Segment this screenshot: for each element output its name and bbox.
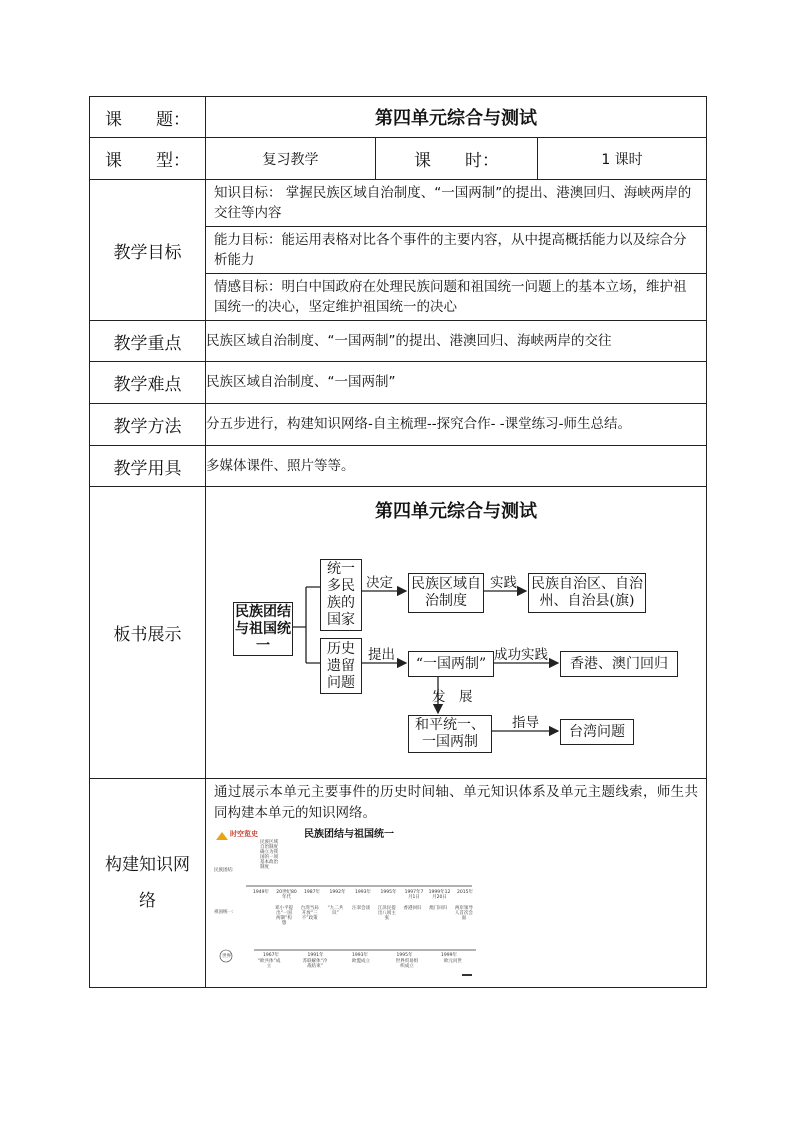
hours-label: 课 时： — [376, 138, 538, 180]
key-points-label: 教学重点 — [90, 321, 206, 362]
timeline-event: 江泽民提出八项主张 — [377, 906, 396, 921]
type-label: 课 型： — [90, 138, 206, 180]
timeline-top-note: 民族区域自治制度确立为我国的一项基本政治制度 — [260, 840, 278, 870]
edge-decide: 决定 — [366, 575, 393, 591]
topic-value: 第四单元综合与测试 — [206, 97, 707, 138]
node-taiwan: 台湾问题 — [560, 719, 634, 745]
network-label-text: 构建知识网络 — [105, 855, 190, 911]
difficulties-value: 民族区域自治制度、“一国两制” — [206, 362, 707, 404]
timeline-event: 澳门回归 — [429, 906, 448, 911]
timeline-event: 台湾当局开放“三不”政策 — [300, 906, 319, 921]
emotion-objective: 情感目标：明白中国政府在处理民族问题和祖国统一问题上的基本立场，维护祖国统一的决心，坚定维护祖国统一的决心 — [214, 279, 687, 315]
node-one-country: “一国两制” — [408, 651, 494, 677]
timeline-world-event: 世界贸易组织成立 — [395, 959, 419, 969]
timeline-world-years — [260, 953, 460, 958]
timeline-events — [274, 906, 474, 926]
timeline-year: 2015年 — [457, 890, 473, 895]
network-label — [90, 779, 206, 988]
edge-develop: 发 展 — [432, 689, 473, 705]
objectives-cell — [206, 180, 707, 321]
node-multi: 统一多民族的国家 — [320, 559, 362, 631]
node-autonomy: 民族区域自治制度 — [408, 573, 484, 613]
timeline-world-event: 欧元问世 — [444, 959, 462, 964]
methods-value: 分五步进行，构建知识网络-自主梳理--探究合作- -课堂练习-师生总结。 — [206, 404, 707, 446]
timeline-world-event: 苏联解体“冷战结束” — [302, 959, 328, 969]
timeline-world-event: 欧盟成立 — [352, 959, 370, 964]
node-peaceful: 和平统一、一国两制 — [408, 715, 492, 753]
tools-label: 教学用具 — [90, 446, 206, 487]
node-regions: 民族自治区、自治州、自治县(旗) — [528, 573, 646, 613]
timeline-year: 1992年 — [329, 890, 346, 895]
root-bracket — [292, 587, 320, 663]
timeline-event: 汪辜会谈 — [352, 906, 371, 911]
timeline-world-events — [256, 959, 466, 969]
board-cell — [206, 487, 707, 779]
key-points-value: 民族区域自治制度、“一国两制”的提出、港澳回归、海峡两岸的交往 — [206, 321, 707, 362]
timeline-world-year: 1993年 — [352, 953, 368, 958]
timeline-event: 两岸领导人首次会面 — [454, 906, 473, 921]
timeline-image — [214, 830, 484, 980]
board-label: 板书展示 — [90, 487, 206, 779]
timeline-years — [250, 890, 476, 900]
timeline-year: 1993年 — [355, 890, 371, 895]
edge-success: 成功实践 — [494, 647, 548, 663]
timeline-title: 民族团结与祖国统一 — [304, 829, 394, 840]
board-title: 第四单元综合与测试 — [375, 501, 537, 522]
timeline-year: 20世纪80年代 — [276, 890, 297, 900]
timeline-year: 1997年7月1日 — [404, 890, 424, 900]
network-text: 通过展示本单元主要事件的历史时间轴、单元知识体系及单元主题线索，师生共同构建本单元的知识网络。 — [214, 784, 699, 821]
timeline-event: 邓小平提出“一国两制”构想 — [275, 906, 293, 926]
timeline-world-year: 1999年 — [441, 953, 457, 958]
board-diagram — [206, 523, 706, 773]
edge-guide: 指导 — [512, 715, 539, 731]
network-cell — [206, 779, 707, 988]
timeline-badge: 时空览史 — [230, 830, 258, 838]
difficulties-label: 教学难点 — [90, 362, 206, 404]
timeline-world-year: 1995年 — [396, 953, 413, 958]
timeline-world-event: “欧共体”成立 — [257, 959, 281, 969]
timeline-row3-label: 世界 — [222, 954, 231, 959]
edge-practice: 实践 — [490, 575, 517, 591]
node-hk-macau: 香港、澳门回归 — [560, 651, 678, 677]
tools-value: 多媒体课件、照片等等。 — [206, 446, 707, 487]
edge-propose: 提出 — [368, 647, 395, 663]
timeline-year: 1999年12月20日 — [428, 890, 451, 900]
hours-value: 1 课时 — [538, 138, 707, 180]
timeline-year: 1949年 — [253, 890, 269, 895]
timeline-event: “九二共识” — [327, 906, 344, 916]
timeline-year: 1987年 — [304, 890, 320, 895]
timeline-event: 香港回归 — [403, 906, 422, 911]
knowledge-objective: 知识目标： 掌握民族区域自治制度、“一国两制”的提出、港澳回归、海峡两岸的交往等内容 — [206, 180, 706, 227]
timeline-world-year: 1967年 — [263, 953, 279, 958]
ability-objective: 能力目标：能运用表格对比各个事件的主要内容，从中提高概括能力以及综合分析能力 — [206, 227, 706, 274]
lesson-plan-table — [89, 96, 707, 988]
node-root: 民族团结与祖国统一 — [233, 602, 293, 656]
timeline-year: 1995年 — [380, 890, 397, 895]
topic-label: 课 题： — [90, 97, 206, 138]
methods-label: 教学方法 — [90, 404, 206, 446]
objectives-label: 教学目标 — [90, 180, 206, 321]
node-history: 历史遗留问题 — [320, 638, 362, 694]
timeline-row1-label: 民族团结: — [214, 868, 234, 873]
timeline-row2-label: 祖国统一: — [214, 910, 234, 915]
timeline-world-year: 1991年 — [307, 953, 324, 958]
type-value: 复习教学 — [206, 138, 376, 180]
